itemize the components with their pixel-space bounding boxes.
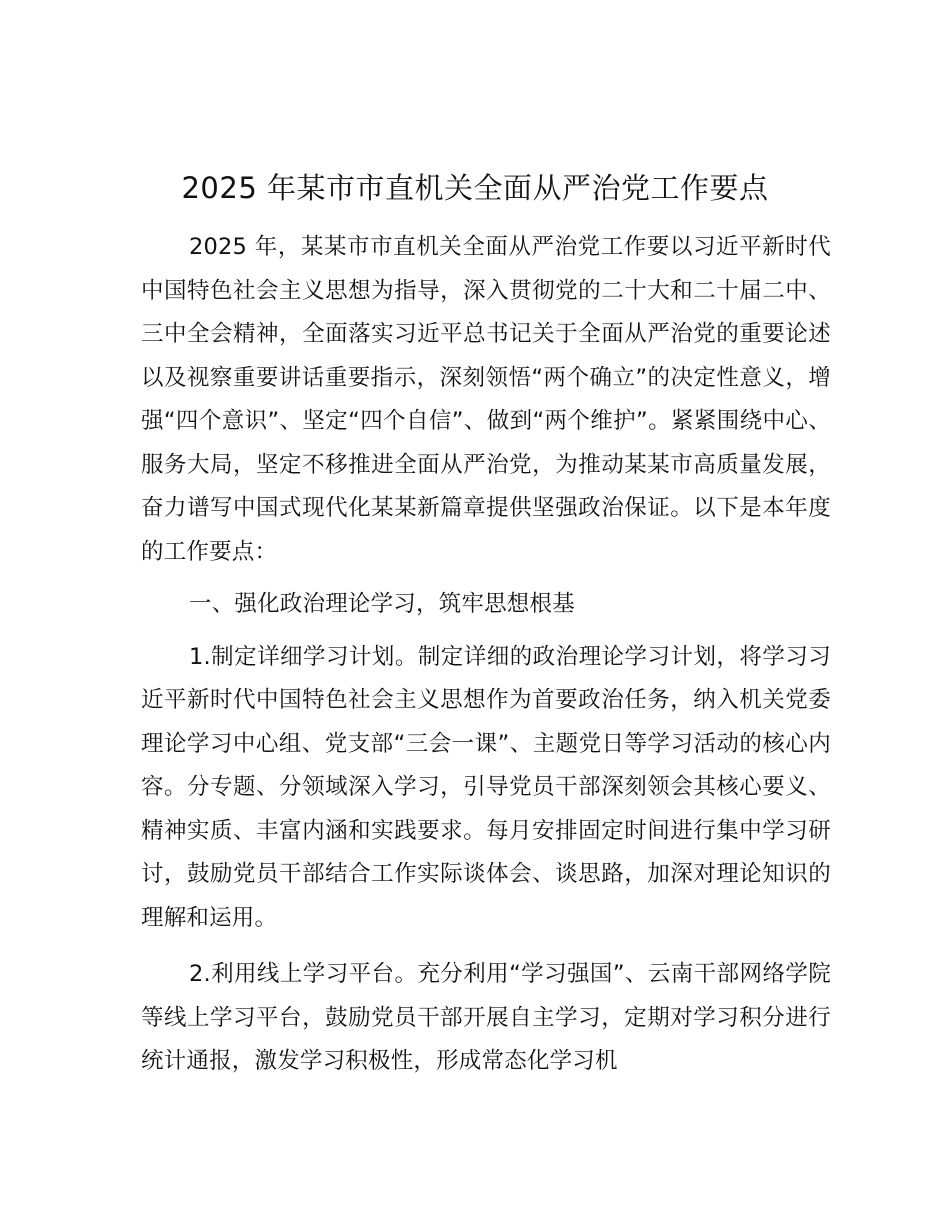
document-title: 2025 年某市市直机关全面从严治党工作要点 — [181, 171, 769, 205]
section-heading-1: 一、强化政治理论学习，筑牢思想根基 — [189, 591, 575, 617]
document-body — [141, 226, 831, 1084]
item-paragraph-2: 2.利用线上学习平台。充分利用“学习强国”、云南干部网络学院等线上学习平台，鼓励党员干部开展自主学习，定期对学习积分进行统计通报，激发学习积极性，形成常态化学习机 — [141, 961, 831, 1074]
item-paragraph-1: 1.制定详细学习计划。制定详细的政治理论学习计划，将学习习近平新时代中国特色社会主义思想作为首要政治任务，纳入机关党委理论学习中心组、党支部“三会一课”、主题党日等学习活动的核心内容。分专题、分领域深入学习，引导党员干部深刻领会其核心要义、精神实质、丰富内涵和实践要求。每月安排固定时间进行集中学习研讨，鼓励党员干部结合工作实际谈体会、谈思路，加深对理论知识的理解和运用。 — [141, 643, 831, 931]
intro-paragraph: 2025 年，某某市市直机关全面从严治党工作要以习近平新时代中国特色社会主义思想为指导，深入贯彻党的二十大和二十届二中、三中全会精神，全面落实习近平总书记关于全面从严治党的重要论述以及视察重要讲话重要指示，深刻领悟“两个确立”的决定性意义，增强“四个意识”、坚定“四个自信”、做到“两个维护”。紧紧围绕中心、服务大局，坚定不移推进全面从严治党，为推动某某市高质量发展，奋力谱写中国式现代化某某新篇章提供坚强政治保证。以下是本年度的工作要点： — [141, 234, 831, 565]
